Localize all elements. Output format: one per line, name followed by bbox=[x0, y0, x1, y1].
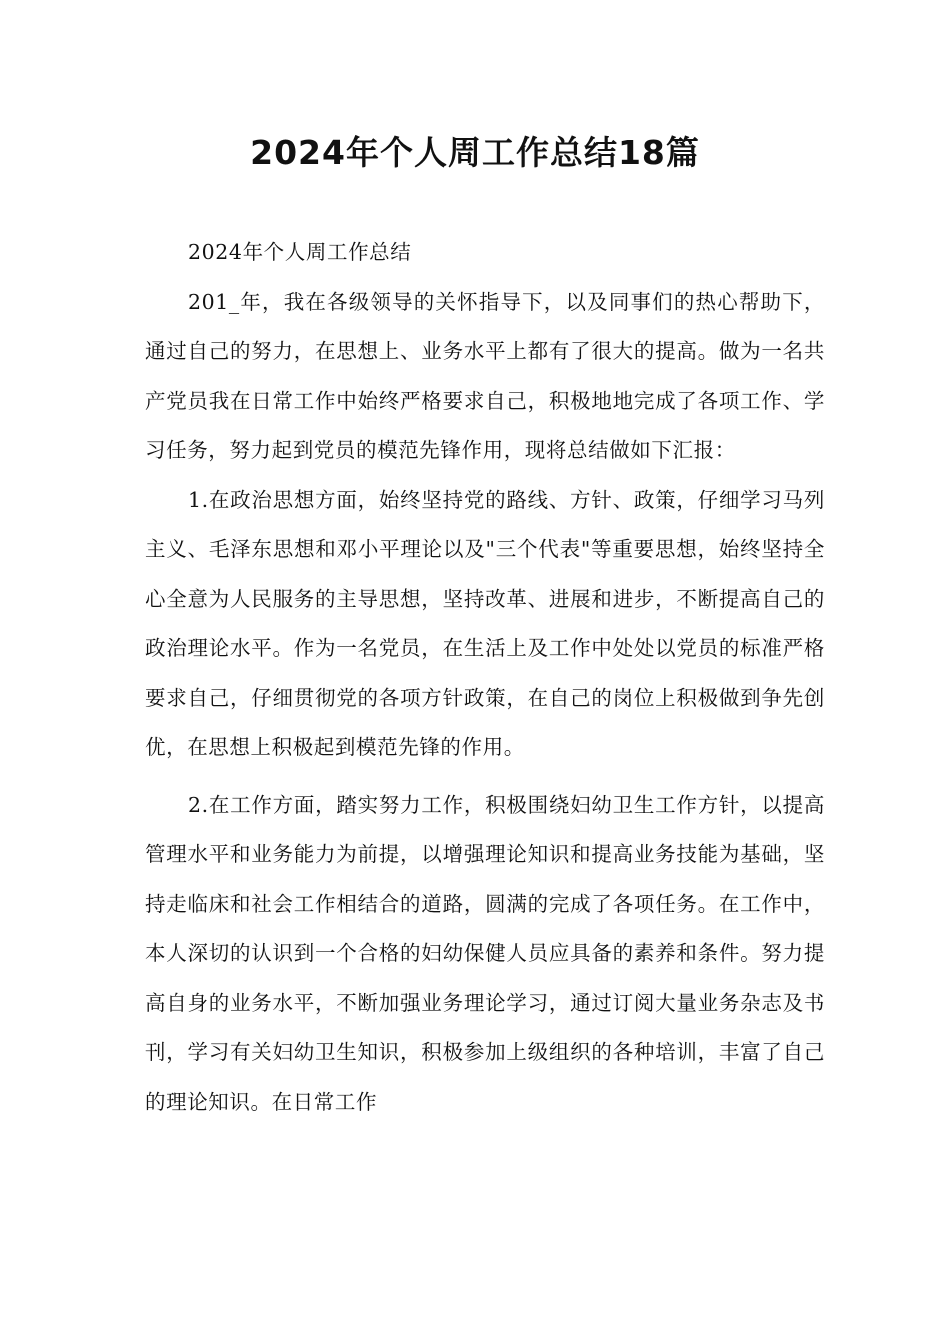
document-subtitle: 2024年个人周工作总结 bbox=[188, 240, 412, 264]
paragraph-intro: 201_年，我在各级领导的关怀指导下，以及同事们的热心帮助下，通过自己的努力，在思想上、业务水平上都有了很大的提高。做为一名共产党员我在日常工作中始终严格要求自己，积极地地完成了各项工作、学习任务，努力起到党员的模范先锋作用，现将总结做如下汇报： bbox=[145, 289, 825, 462]
paragraph-work: 2.在工作方面，踏实努力工作，积极围绕妇幼卫生工作方针，以提高管理水平和业务能力为前提，以增强理论知识和提高业务技能为基础，坚持走临床和社会工作相结合的道路，圆满的完成了各项任务。在工作中，本人深切的认识到一个合格的妇幼保健人员应具备的素养和条件。努力提高自身的业务水平，不断加强业务理论学习，通过订阅大量业务杂志及书刊，学习有关妇幼卫生知识，积极参加上级组织的各种培训，丰富了自己的理论知识。在日常工作 bbox=[145, 792, 825, 1114]
document-body bbox=[145, 228, 825, 1127]
paragraph-political-thought: 1.在政治思想方面，始终坚持党的路线、方针、政策，仔细学习马列主义、毛泽东思想和邓小平理论以及"三个代表"等重要思想，始终坚持全心全意为人民服务的主导思想，坚持改革、进展和进步，不断提高自己的政治理论水平。作为一名党员，在生活上及工作中处处以党员的标准严格要求自己，仔细贯彻党的各项方针政策，在自己的岗位上积极做到争先创优，在思想上积极起到模范先锋的作用。 bbox=[145, 487, 825, 759]
document-title: 2024年个人周工作总结18篇 bbox=[250, 133, 700, 172]
